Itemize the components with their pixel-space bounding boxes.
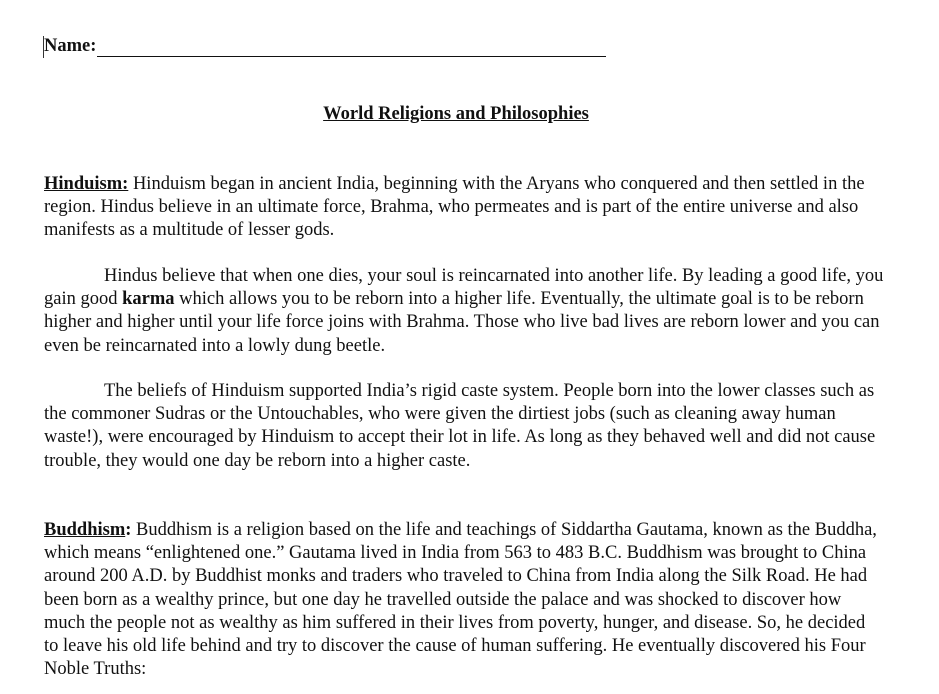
hinduism-p2-text: Hindus believe that when one dies, your soul is reincarnated into another life. By leading a good life, you gain good	[44, 266, 884, 310]
page-title: World Religions and Philosophies	[323, 104, 589, 124]
karma-term: karma	[122, 289, 175, 310]
buddhism-paragraph-1	[44, 519, 884, 681]
buddhism-colon: :	[125, 520, 132, 540]
hinduism-heading: Hinduism:	[44, 174, 129, 194]
hinduism-p1-text: Hinduism began in ancient India, beginning with the Aryans who conquered and then settled in the region. Hindus believe in an ultimate force, Brahma, who permeates and is part of the entire universe and also manifests as a multitude of lesser gods.	[44, 174, 865, 241]
hinduism-paragraph-1	[44, 173, 884, 243]
hinduism-paragraph-2	[44, 265, 884, 358]
buddhism-heading: Buddhism	[44, 520, 126, 540]
name-field[interactable]	[44, 36, 606, 57]
hinduism-paragraph-3	[44, 380, 884, 473]
hinduism-p2-text-end: which allows you to be reborn into a higher life. Eventually, the ultimate goal is to be reborn higher and higher until your life force joins with Brahma. Those who live bad lives are reborn lower and you can even be reincarnated into a lowly dung beetle.	[44, 289, 880, 356]
hinduism-p3-text: The beliefs of Hinduism supported India’s rigid caste system. People born into the lower classes such as the commoner Sudras or the Untouchables, who were given the dirtiest jobs (such as cleaning away human waste!), were encouraged by Hinduism to accept their lot in life. As long as they behaved well and did not cause trouble, they would one day be reborn into a higher caste.	[44, 381, 876, 471]
name-label: Name:	[44, 36, 97, 56]
name-blank-line[interactable]	[97, 40, 606, 57]
buddhism-p1-text: Buddhism is a religion based on the life and teachings of Siddartha Gautama, known as the Buddha, which means “enlightened one.” Gautama lived in India from 563 to 483 B.C. Buddhism was brought to China around 200 A.D. by Buddhist monks and traders who traveled to China from India along the Silk Road. He had been born as a wealthy prince, but one day he travelled outside the palace and was shocked to discover how much the people not as wealthy as him suffered in their lives from poverty, hunger, and disease. So, he decided to leave his old life behind and try to discover the cause of human suffering. He eventually discovered his Four Noble Truths:	[44, 520, 877, 680]
